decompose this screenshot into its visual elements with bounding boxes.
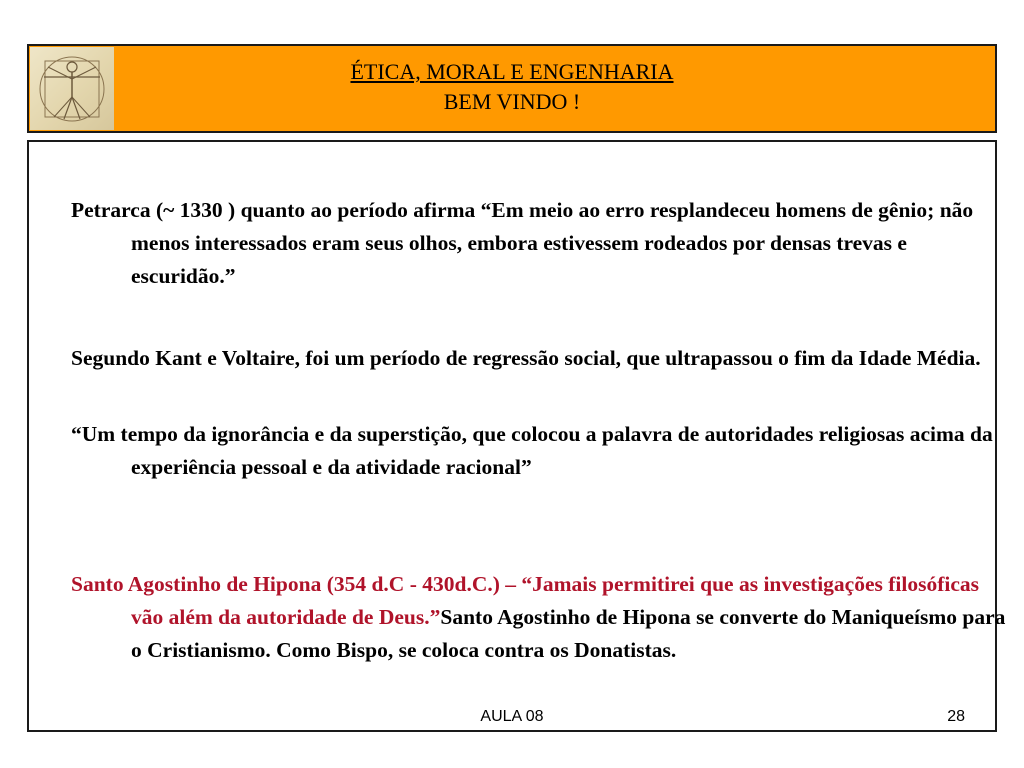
slide-title <box>29 58 995 118</box>
subtitle-text: BEM VINDO ! <box>443 89 581 114</box>
page-number: 28 <box>947 708 965 725</box>
paragraph-petrarca: Petrarca (~ 1330 ) quanto ao período afirma “Em meio ao erro resplandeceu homens de gênio; não menos interessados eram seus olhos, embora estivessem rodeados por densas trevas e escuridão.” <box>71 198 974 288</box>
agostinho-rest: Santo Agostinho de Hipona se converte do Maniqueísmo para o Cristianismo. Como Bispo, se coloca contra os Donatistas. <box>131 605 1006 662</box>
agostinho-quote: Santo Agostinho de Hipona (354 d.C - 430d.C.) – “Jamais permitirei que as investigações filosóficas vão além da autoridade de Deus.” <box>71 572 980 629</box>
footer-lesson: AULA 08 <box>480 708 544 725</box>
title-text: ÉTICA, MORAL E ENGENHARIA <box>350 59 674 84</box>
paragraph-agostinho <box>71 568 1011 667</box>
slide-body <box>27 140 1006 732</box>
slide-header <box>27 44 997 133</box>
paragraph-quote: “Um tempo da ignorância e da superstição, que colocou a palavra de autoridades religiosas acima da experiência pessoal e da atividade racional” <box>71 422 993 479</box>
paragraph-kant-voltaire: Segundo Kant e Voltaire, foi um período de regressão social, que ultrapassou o fim da Idade Média. <box>71 346 981 370</box>
